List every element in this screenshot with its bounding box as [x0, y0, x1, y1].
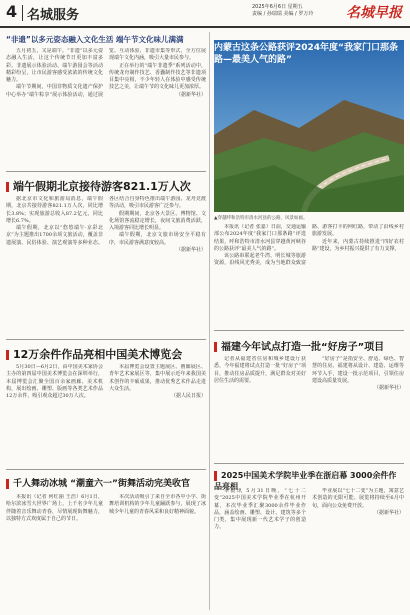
paragraph: 5月30日—6月2日，由中国美术家协会主办的第四届中国美术博览会在深圳举行，本届博览会汇聚全国百余家画廊、美术机构，展出绘画、雕塑、版画等各类艺术作品12万余件，吸引观众超过30万人次。 [6, 364, 103, 400]
paragraph: 本届博览会设置主题展区、画廊展区、青年艺术家展区等，集中展示近年来我国美术创作的丰硕成果，推动优秀艺术作品走进大众生活。 [109, 364, 206, 392]
paragraph: “好房子”是指安全、舒适、绿色、智慧的住房。福建将从设计、建造、运维等环节入手，建设一批示范项目，引领住房建设高质量发展。 [312, 356, 404, 384]
article-body [214, 488, 404, 610]
headline-text: 端午假期北京接待游客821.1万人次 [13, 180, 191, 193]
article-body [6, 364, 206, 464]
editor-credit: 责编 / 孙瑞瑞 美编 / 罗万玲 [252, 11, 314, 17]
article-headline[interactable] [214, 338, 404, 353]
divider [6, 469, 206, 470]
paragraph: 记者从福建省住房和城乡建设厅获悉，今年福建将试点打造一批“好房子”项目，推动住房品质提升，满足群众对美好居住生活的需要。 [214, 356, 306, 384]
paragraph: 端午假期，北京以“悠悠端午·京彩北京”为主题推出1700余项文旅活动，覆盖非遗展演、民俗体验、演艺观演等多种业态。各区结合自身特色推出端午游园、龙舟竞渡等活动，吸引市民游客广泛参与。 [6, 196, 206, 246]
section-marker [6, 182, 9, 192]
byline: （据新华社） [175, 91, 206, 98]
section-title: 名城服务 [27, 8, 80, 23]
headline-text: “非遗”以多元姿态融入文化生活 端午节文化味儿满满 [6, 35, 184, 44]
divider [6, 339, 206, 340]
header-meta [252, 4, 313, 18]
paragraph: 本报讯（记者 张嘉）日前，交通运输部公布2024年度“我家门口那条路”评选结果，呼和浩特市清水河县穿越黄河峡谷的公路获评“最美人气的路”。 [214, 224, 306, 252]
paragraph: 该公路串联起老牛湾、明长城等旅游资源，沿线风光秀美，成为当地群众致富路、游客打卡的网红路，带动了沿线乡村旅游发展。 [214, 224, 404, 267]
article-body [6, 196, 206, 336]
paragraph: 端午节期间，中国非物质文化遗产保护中心举办“端午粽享”展示体验活动，通过展览、互动体验、非遗市集等形式，全方位展现端午文化内涵，吸引大量市民参与。 [6, 48, 206, 98]
paragraph: 本报讯（记者 何红丽 王浩）6月1日，哈尔滨冰雪大世界广场上，上千名少年儿童伴随着音乐舞动青春，尽情展现街舞魅力，以独特方式欢度属于自己的节日。 [6, 494, 103, 522]
article-headline[interactable] [6, 34, 206, 45]
page-header [0, 0, 410, 28]
byline: （据新华社） [175, 247, 206, 254]
section-marker [6, 350, 9, 360]
article-body [214, 224, 404, 328]
article-headline[interactable] [6, 178, 206, 194]
divider [214, 330, 404, 331]
paragraph: 正在举行的“端午非遗季”系列活动中，传统龙舟制作技艺、香囊制作技艺等非遗项目集中亮相，不少年轻人在体验中感受传统技艺之美，让端午节的文化味儿更加浓厚。 [109, 62, 206, 91]
divider [214, 463, 404, 464]
paragraph: 五月初五，又是端午。“非遗”以多元姿态融入生活，让这个传统节日更加丰富多彩。非遗展示体验活动、端午游园会等活动精彩纷呈，让市民游客感受浓浓的传统文化魅力。 [6, 48, 103, 84]
byline: （据新华社） [373, 385, 404, 392]
paragraph: 毕业展以“七十二变”为主题，寓意艺术创造的无限可能。展览将持续至6月中旬，面向公众免费开放。 [312, 488, 404, 509]
paragraph: 据北京市文化和旅游局消息，端午假期，北京共接待游客821.1万人次，同比增长3.8%；实现旅游总收入87.2亿元，同比增长6.7%。 [6, 196, 103, 224]
column-divider [209, 32, 210, 610]
newspaper-logo: 名城早报 [346, 5, 402, 21]
header-divider [22, 5, 23, 21]
headline-text: 千人舞动冰城 “潮童六一”街舞活动完美收官 [13, 479, 190, 489]
byline: （据人民日报） [170, 393, 206, 400]
article-headline[interactable] [6, 476, 206, 489]
section-marker [214, 471, 217, 481]
article-body [6, 48, 206, 168]
section-marker [214, 342, 217, 352]
headline-text: 福建今年试点打造一批“好房子”项目 [221, 342, 385, 353]
article-headline[interactable] [6, 346, 206, 362]
headline-text: 内蒙古这条公路获评2024年度“我家门口那条路—最美人气的路” [214, 43, 398, 65]
article-body [6, 494, 206, 610]
divider [6, 171, 206, 172]
paragraph: 近年来，内蒙古持续推进“四好农村路”建设，为乡村振兴提供了有力支撑。 [312, 238, 404, 252]
page-number: 4 [6, 2, 18, 21]
section-marker [6, 479, 9, 489]
paragraph: 端午假期，北京文旅市场安全平稳有序，市民游客满意度较高。 [109, 232, 206, 246]
paragraph: 本次活动吸引了来自全市各中小学、街舞培训机构的少年儿童踊跃参与，展现了冰城少年儿童的青春风采和良好精神面貌。 [109, 494, 206, 515]
article-headline[interactable] [214, 42, 404, 66]
headline-text: 2025中国美术学院毕业季在浙启幕 3000余件作品亮相 [214, 471, 397, 491]
paragraph: 假期期间，北京各大景区、博物馆、文化场馆客流稳定增长，夜间文旅消费活跃，入境游客同比增长明显。 [109, 210, 206, 232]
photo-caption: ▲穿越呼和浩特市清水河县的公路，风景如画。 [214, 216, 308, 221]
issue-date: 2025年6月6日 星期五 [252, 4, 303, 10]
paragraph: 本报讯 5月31日晚，“七十二变”2025中国美术学院毕业季在杭州开幕，本次毕业季汇聚3000余件毕业作品，涵盖绘画、雕塑、设计、建筑等多个门类，集中展现新一代艺术学子的创造力。 [214, 488, 306, 531]
headline-text: 12万余件作品亮相中国美术博览会 [13, 348, 183, 361]
byline: （据新华社） [373, 509, 404, 516]
article-body [214, 356, 404, 460]
